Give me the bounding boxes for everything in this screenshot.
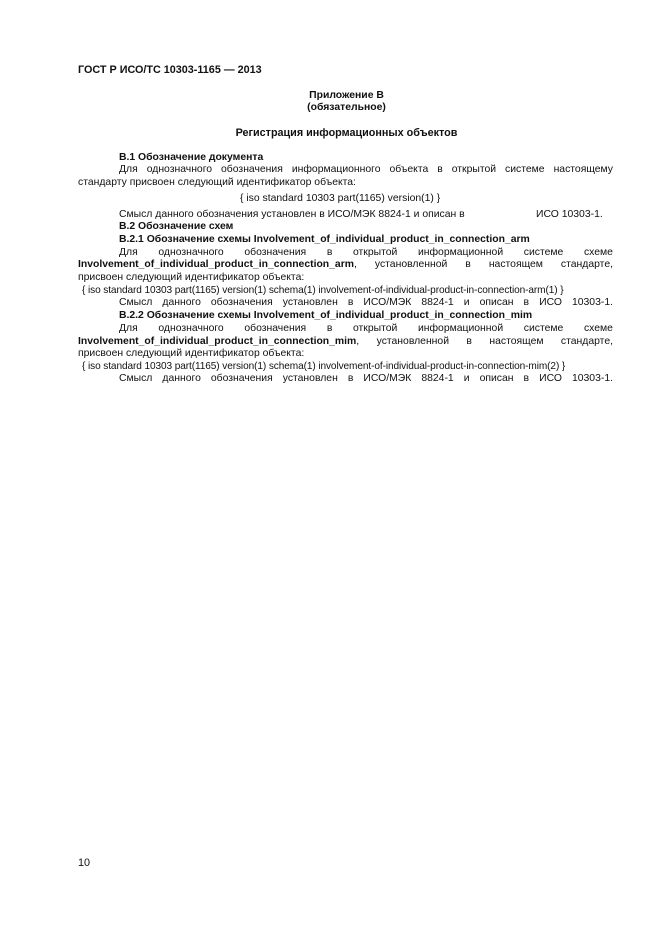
b21-word: системе	[523, 247, 564, 258]
b21-word: Для	[119, 247, 138, 258]
b21-paragraph-line1	[119, 247, 613, 258]
b22-word: в	[326, 323, 333, 334]
b21-word: обозначения	[244, 247, 307, 258]
b22-word: информационной	[417, 323, 504, 334]
b1-meaning-reference: ИСО 10303-1.	[536, 209, 603, 220]
b22-meaning: Смысл данного обозначения установлен в ИСО/МЭК 8824-1 и описан в ИСО 10303-1.	[119, 373, 613, 384]
b22-word: открытой	[352, 323, 398, 334]
b22-word: схеме	[583, 323, 613, 334]
b21-word: информационной	[417, 247, 504, 258]
b21-schema-rest: , установленной в настоящем стандарте,	[354, 259, 613, 270]
b21-word: открытой	[352, 247, 398, 258]
b1-meaning-text: Смысл данного обозначения установлен в ИСО/МЭК 8824-1 и описан в	[119, 209, 465, 220]
b22-word: системе	[523, 323, 564, 334]
b21-paragraph-line2	[78, 259, 613, 270]
section-b21-heading: В.2.1 Обозначение схемы Involvement_of_individual_product_in_connection_arm	[119, 234, 530, 245]
b22-schema-name: Involvement_of_individual_product_in_connection_mim	[78, 336, 357, 347]
b21-schema-name: Involvement_of_individual_product_in_connection_arm	[78, 259, 354, 270]
b21-identifier: { iso standard 10303 part(1165) version(1) schema(1) involvement-of-individual-product-in-connection-arm(1) }	[82, 285, 564, 296]
b1-paragraph-line2: стандарту присвоен следующий идентификатор объекта:	[78, 177, 356, 188]
b22-word: Для	[119, 323, 138, 334]
b1-identifier: { iso standard 10303 part(1165) version(1) }	[240, 193, 441, 204]
document-standard-id: ГОСТ Р ИСО/ТС 10303-1165 — 2013	[78, 64, 262, 76]
b1-paragraph-line1: Для однозначного обозначения информационного объекта в открытой системе настоящему	[119, 164, 613, 175]
b22-paragraph-line1	[119, 323, 613, 334]
annex-heading: Регистрация информационных объектов	[235, 127, 458, 139]
section-b22-heading: В.2.2 Обозначение схемы Involvement_of_individual_product_in_connection_mim	[119, 310, 533, 321]
b22-schema-rest: , установленной в настоящем стандарте,	[356, 336, 613, 347]
b22-word: однозначного	[158, 323, 224, 334]
annex-status: (обязательное)	[307, 102, 386, 113]
b21-word: схеме	[583, 247, 613, 258]
b21-word: однозначного	[158, 247, 224, 258]
section-b1-heading: В.1 Обозначение документа	[119, 152, 264, 163]
page-number: 10	[78, 857, 91, 869]
b21-paragraph-line3: присвоен следующий идентификатор объекта:	[78, 272, 305, 283]
b22-identifier: { iso standard 10303 part(1165) version(1) schema(1) involvement-of-individual-product-in-connection-mim(2) }	[82, 361, 566, 372]
b21-meaning: Смысл данного обозначения установлен в ИСО/МЭК 8824-1 и описан в ИСО 10303-1.	[119, 297, 613, 308]
b22-paragraph-line3: присвоен следующий идентификатор объекта:	[78, 348, 305, 359]
section-b2-heading: В.2 Обозначение схем	[119, 221, 234, 232]
b21-word: в	[326, 247, 333, 258]
b22-paragraph-line2	[78, 336, 613, 347]
annex-title: Приложение В	[309, 90, 384, 101]
b22-word: обозначения	[244, 323, 307, 334]
